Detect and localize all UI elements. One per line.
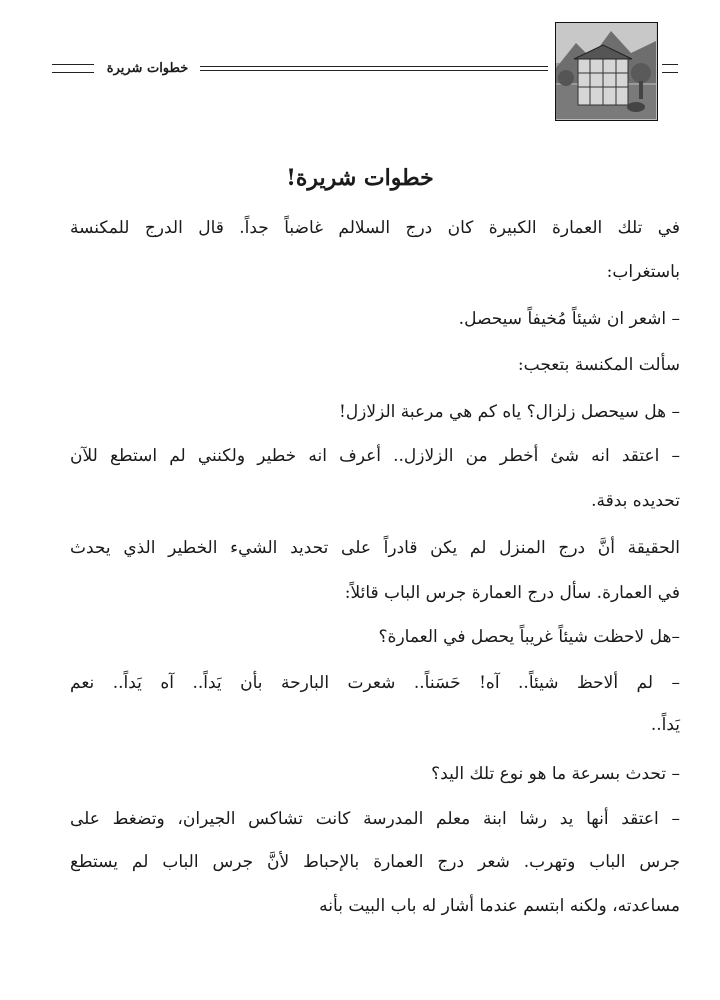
story-line: الحقيقة أنَّ درج المنزل لم يكن قادراً على تحديد الشيء الخطير الذي يحدث bbox=[70, 538, 680, 558]
running-title: خطوات شريرة bbox=[106, 61, 189, 76]
story-line: مساعدته، ولكنه ابتسم عندما أشار له باب البيت بأنه bbox=[319, 896, 680, 916]
story-line: – اشعر ان شيئاً مُخيفاً سيحصل. bbox=[458, 309, 680, 329]
story-line: تحديده بدقة. bbox=[591, 491, 680, 511]
header-rule-left bbox=[52, 64, 94, 73]
story-line: جرس الباب وتهرب. شعر درج العمارة بالإحباط لأنَّ جرس الباب لم يستطع bbox=[70, 852, 680, 872]
story-line: باستغراب: bbox=[606, 262, 680, 282]
story-line: في تلك العمارة الكبيرة كان درج السلالم غاضباً جداً. قال الدرج للمكنسة bbox=[70, 218, 680, 238]
story-line: سألت المكنسة بتعجب: bbox=[517, 355, 680, 375]
header-rule-right bbox=[662, 64, 678, 73]
story-title: خطوات شريرة! bbox=[286, 165, 434, 191]
story-line: – اعتقد انه شئ أخطر من الزلازل.. أعرف انه خطير ولكنني لم استطع للآن bbox=[70, 446, 680, 466]
story-line: يَداً.. bbox=[650, 715, 680, 735]
story-line: –هل لاحظت شيئاً غريباً يحصل في العمارة؟ bbox=[378, 627, 680, 647]
story-line: – لم ألاحظ شيئاً.. آه! حَسَناً.. شعرت البارحة بأن يَداً.. آه يَداً.. نعم bbox=[70, 673, 680, 693]
story-line: في العمارة. سأل درج العمارة جرس الباب قائلاً: bbox=[344, 583, 680, 603]
story-line: – هل سيحصل زلزال؟ ياه كم هي مرعبة الزلازل! bbox=[338, 402, 680, 422]
header-rule-middle bbox=[200, 66, 548, 71]
page-header bbox=[0, 0, 720, 140]
story-line: – تحدث بسرعة ما هو نوع تلك اليد؟ bbox=[431, 764, 680, 784]
building-illustration-icon bbox=[555, 22, 658, 121]
story-line: – اعتقد أنها يد رشا ابنة معلم المدرسة كانت تشاكس الجيران، وتضغط على bbox=[70, 809, 680, 829]
